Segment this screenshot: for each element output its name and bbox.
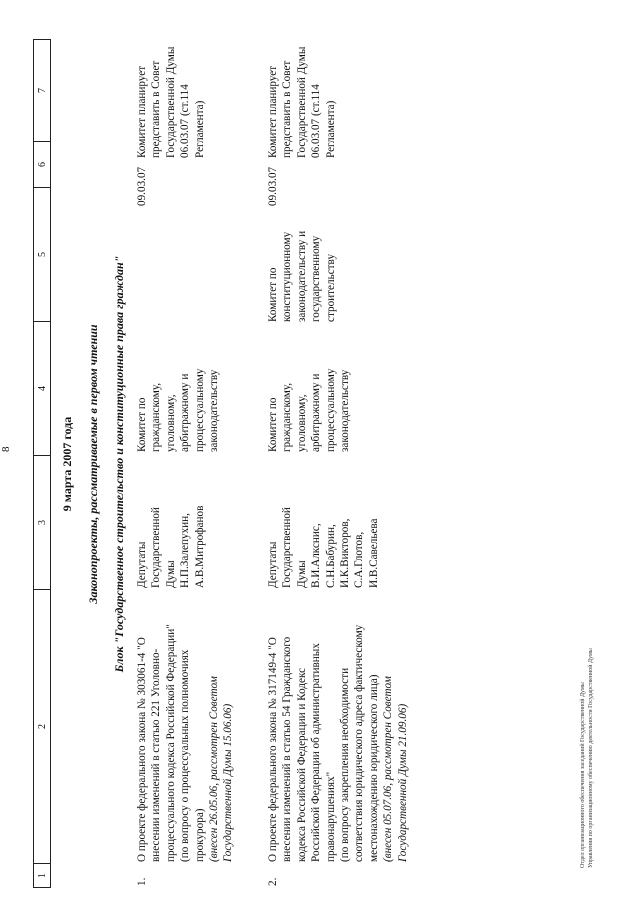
row-number: 2. xyxy=(267,877,279,886)
responsible-committee: Комитет по гражданскому, уголовному, арбитражному и процессуальному законодательству xyxy=(136,368,221,452)
consideration-date: 09.03.07 xyxy=(267,166,279,206)
column-number: 5 xyxy=(34,188,51,322)
bill-authors: Депутаты Государственной Думы Н.П.Залепухин, А.В.Митрофанов xyxy=(136,505,206,588)
column-number: 1 xyxy=(34,864,51,888)
bill-submission-info: (внесен 26.05.06, рассмотрен Советом Государственной Думы 15.06.06) xyxy=(208,676,235,862)
bill-subject: (по вопросу о процессуальных полномочиях прокурора) xyxy=(179,649,206,862)
co-committee: Комитет по конституционному законодательству и государственному строительству xyxy=(267,230,337,322)
column-number: 4 xyxy=(34,322,51,456)
date-heading: 9 марта 2007 года xyxy=(60,416,74,512)
row-number: 1. xyxy=(136,877,148,886)
committee-note: Комитет планирует представить в Совет Государственной Думы 06.03.07 (ст.114 Регламента) xyxy=(136,46,206,158)
page-number: 8 xyxy=(0,446,12,452)
column-number-header xyxy=(33,39,51,888)
responsible-committee: Комитет по гражданскому, уголовному, арбитражному и процессуальному законодательству xyxy=(267,368,352,452)
bill-title: О проекте федерального закона № 317149-4 "О внесении изменений в статью 54 Гражданского кодекса Российской Федерации и Кодекс Российской Федерации об административных правонарушениях" xyxy=(267,636,337,862)
page-footer xyxy=(580,648,595,868)
column-number: 2 xyxy=(34,590,51,864)
column-number: 3 xyxy=(34,456,51,590)
bill-description xyxy=(266,624,410,862)
column-number: 6 xyxy=(34,142,51,188)
column-number: 7 xyxy=(34,40,51,142)
bill-subject: (по вопросу закрепления необходимости соответствия юридического адреса фактическому местонахождению юридического лица) xyxy=(339,624,380,862)
bill-submission-info: (внесен 05.07.06, рассмотрен Советом Государственной Думы 21.09.06) xyxy=(382,676,409,862)
footer-line: Отдел организационного обеспечения заседаний Государственной Думы xyxy=(580,682,586,868)
block-title: Блок "Государственное строительство и конституционные права граждан" xyxy=(112,255,126,673)
bill-description xyxy=(135,624,236,862)
consideration-date: 09.03.07 xyxy=(136,166,148,206)
committee-note: Комитет планирует представить в Совет Государственной Думы 06.03.07 (ст.114 Регламента) xyxy=(267,46,337,158)
bill-title: О проекте федерального закона № 303061-4 "О внесении изменений в статью 221 Уголовно-процессуального кодекса Российской Федерации" xyxy=(136,624,177,862)
section-title: Законопроекты, рассматриваемые в первом чтении xyxy=(86,324,100,604)
footer-line: Управления по организационному обеспечению деятельности Государственной Думы xyxy=(587,648,594,868)
bill-authors: Депутаты Государственной Думы В.И.Алкснис, С.Н.Бабурин, И.К.Викторов, С.А.Глотов, И.В.Савельева xyxy=(267,507,380,588)
